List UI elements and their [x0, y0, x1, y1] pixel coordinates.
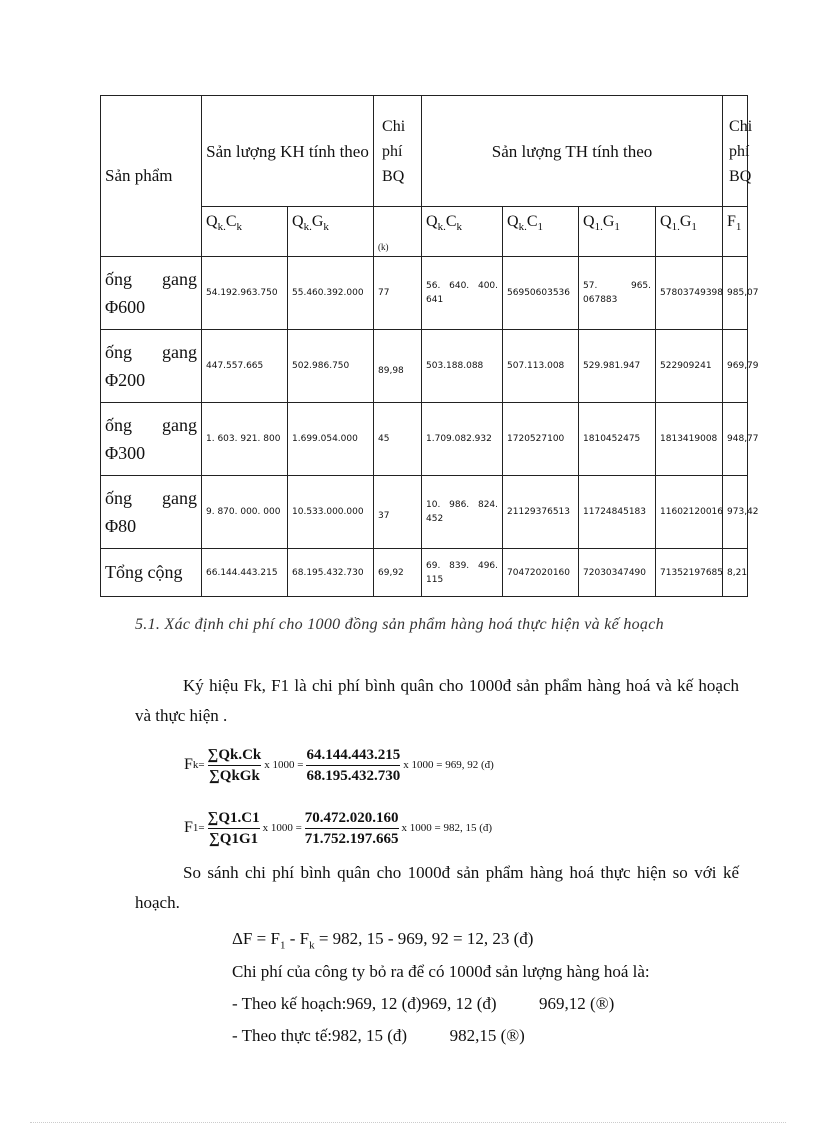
- delta-line: $\Delta F = F_1 - F_k = 982$, 15 - 969, 92 = 12, 23 (đ): [232, 929, 534, 952]
- cell: 56950603536: [503, 257, 579, 330]
- sub-f1: $F_1$: [723, 207, 748, 257]
- header-cost-bq-2: Chi phí BQ: [723, 96, 748, 207]
- cell: 447.557.665: [202, 330, 288, 403]
- cell: 66.144.443.215: [202, 549, 288, 597]
- header-cost-bq: Chi phí BQ: [374, 96, 422, 207]
- cell: 1813419008: [656, 403, 723, 476]
- total-label: Tổng cộng: [101, 549, 202, 597]
- cell: 522909241: [656, 330, 723, 403]
- section-title: 5.1. Xác định chi phí cho 1000 đồng sản phẩm hàng hoá thực hiện và kế hoạch: [135, 616, 664, 633]
- product-cell: ống gang Φ600: [101, 257, 202, 330]
- cell: 56. 640. 400. 641: [422, 257, 503, 330]
- paragraph-compare: So sánh chi phí bình quân cho 1000đ sản phẩm hàng hoá thực hiện so với kế hoạch.: [135, 863, 739, 912]
- table-row: [101, 330, 748, 403]
- paragraph-definition: Ký hiệu Fk, F1 là chi phí bình quân cho 1000đ sản phẩm hàng hoá và kế hoạch và thực hiện .: [135, 676, 739, 725]
- plan-line: - Theo kế hoạch:969, 12 (đ)969, 12 (đ) 969,12 (®): [232, 994, 615, 1013]
- cell: 69. 839. 496. 115: [422, 549, 503, 597]
- cell: 507.113.008: [503, 330, 579, 403]
- cell: 973,42: [723, 476, 748, 549]
- cell: 21129376513: [503, 476, 579, 549]
- cell: 529.981.947: [579, 330, 656, 403]
- cost-line: Chi phí của công ty bỏ ra để có 1000đ sản lượng hàng hoá là:: [232, 962, 650, 981]
- sub-qk-ck: $Q_{k.}C_k$: [202, 207, 288, 257]
- formula-f1: F 1 = $\frac{\sum Q1.C1}{\sum Q1G1}$ x 1000 = $\frac{70.472.020.160}{71.752.197.665}$ x 1000 = 982, 15 (đ): [184, 809, 493, 847]
- cell: 89,98: [374, 330, 422, 403]
- table-row: [101, 476, 748, 549]
- header-product: Sản phẩm: [101, 96, 202, 257]
- cell: 11724845183: [579, 476, 656, 549]
- sub-th-q1-g1-a: $Q_{1.}G_1$: [579, 207, 656, 257]
- cell: 9. 870. 000. 000: [202, 476, 288, 549]
- formula-fk: F k = $\frac{\sum Qk.Ck}{\text{∑QkGk}}$ x 1000 = $\frac{64.144.443.215}{68.195.432.730}$ x 1000 = 969, 92 (đ): [184, 746, 494, 784]
- product-cell: ống gang Φ300: [101, 403, 202, 476]
- cell: 502.986.750: [288, 330, 374, 403]
- cell: 68.195.432.730: [288, 549, 374, 597]
- cell: 57803749398: [656, 257, 723, 330]
- cell: 45: [374, 403, 422, 476]
- cell: 1720527100: [503, 403, 579, 476]
- cell: 1. 603. 921. 800: [202, 403, 288, 476]
- cell: 72030347490: [579, 549, 656, 597]
- total-row: [101, 549, 748, 597]
- header-th-group: Sản lượng TH tính theo: [422, 96, 723, 207]
- cell: 10.533.000.000: [288, 476, 374, 549]
- sub-qk-gk: $Q_{k.}G_k$: [288, 207, 374, 257]
- cell: 1.699.054.000: [288, 403, 374, 476]
- cell: 1810452475: [579, 403, 656, 476]
- sub-k: (k): [374, 207, 422, 257]
- cell: 37: [374, 476, 422, 549]
- cell: 985,07: [723, 257, 748, 330]
- cell: 54.192.963.750: [202, 257, 288, 330]
- cell: 70472020160: [503, 549, 579, 597]
- cell: 57. 965. 067883: [579, 257, 656, 330]
- cell: 503.188.088: [422, 330, 503, 403]
- sub-th-qk-c1: $Q_{k.}C_1$: [503, 207, 579, 257]
- cell: 1.709.082.932: [422, 403, 503, 476]
- header-kh-group: Sản lượng KH tính theo: [202, 96, 374, 207]
- cell: 55.460.392.000: [288, 257, 374, 330]
- table-row: [101, 257, 748, 330]
- actual-line: - Theo thực tế:982, 15 (đ) 982,15 (®): [232, 1026, 525, 1045]
- sub-th-qk-ck: $Q_{k.}C_k$: [422, 207, 503, 257]
- cell: 77: [374, 257, 422, 330]
- product-cell: ống gang Φ200: [101, 330, 202, 403]
- cell: 10. 986. 824. 452: [422, 476, 503, 549]
- cell: 11602120016: [656, 476, 723, 549]
- sub-th-q1-g1-b: $Q_{1.}G_1$: [656, 207, 723, 257]
- cell: 69,92: [374, 549, 422, 597]
- cell: 71352197685: [656, 549, 723, 597]
- cost-table: [100, 95, 759, 597]
- product-cell: ống gang Φ80: [101, 476, 202, 549]
- table-row: [101, 403, 748, 476]
- cell: 8,21: [723, 549, 748, 597]
- cell: 969,79: [723, 330, 748, 403]
- cell: 948,77: [723, 403, 748, 476]
